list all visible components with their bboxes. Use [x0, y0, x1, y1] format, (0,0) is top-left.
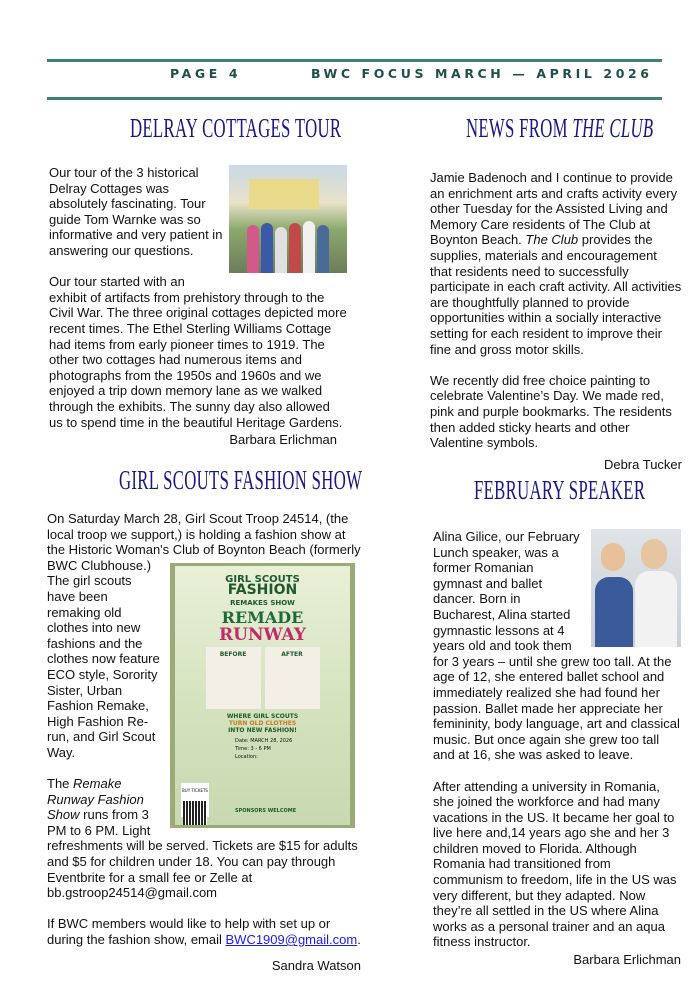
page-number: PAGE 4 [170, 66, 242, 81]
fashion-show-poster: GIRL SCOUTS FASHION REMAKES SHOW REMADE RUNWAY BEFORE AFTER WHERE GIRL SCOUTS TURN OLD CLOTHES INTO NEW FASHION! Date: MARCH 28, 2026 Time: 3 - 6 PM Location: BUY TICKETS SPONSORS WELCOME [170, 563, 355, 828]
email-link[interactable]: BWC1909@gmail.com [225, 932, 358, 948]
header-rule-top [47, 59, 662, 62]
delray-p2: Our tour started with an exhibit of artifacts from prehistory through to the Civil War. The three original cottages depicted more recent times. The Ethel Sterling Williams Cottage had items from early pioneer times to 1919. The other two cottages had numerous items and photographs from the 1950s and 1960s and we enjoyed a trip down memory lane as we walked through the exhibits. The sunny day also allowed us to spend time in the beautiful Heritage Gardens. [49, 274, 347, 430]
group-photo [229, 165, 347, 273]
cottage-building [249, 179, 319, 209]
club-author: Debra Tucker [603, 456, 682, 472]
speaker-article [433, 529, 681, 968]
delray-p1: Our tour of the 3 historical Delray Cottages was absolutely fascinating. Tour guide Tom Warnke was so informative and very patient in answering our questions. [49, 165, 223, 258]
header-rule-bottom [47, 97, 662, 100]
scouts-author: Sandra Watson [271, 957, 361, 973]
scouts-p1: On Saturday March 28, Girl Scout Troop 24514, (the local troop we support,) is holding a fashion show at the Historic Woman's Club of Boynton Beach (formerly BWC Clubhouse.) The girl scouts have been remaking old clothes into new fashions and the clothes now feature ECO style, Sorority Sister, Urban Fashion Remake, High Fashion Re-run, and Girl Scout Way. [47, 511, 361, 760]
club-p2: We recently did free choice painting to celebrate Valentine’s Day. We made red, pink and purple bookmarks. The residents then added sticky hearts and other Valentine symbols. [430, 372, 672, 451]
speaker-p2: After attending a university in Romania, she joined the workforce and had many vacations in the US. It became her goal to live here and,14 years ago she and her 3 children moved to Florida. Although Romania had transitioned from communism to freedom, life in the US was very different, but they adapted. Now they’re all settled in the US where Alina works as a personal trainer and an aqua fitness instructor. [433, 778, 677, 950]
scouts-p3: If BWC members would like to help with set up or during the fashion show, email BWC1909@gmail.com. [47, 916, 361, 948]
club-article [430, 170, 682, 472]
delray-title: DELRAY COTTAGES TOUR [130, 113, 342, 143]
speaker-author: Barbara Erlichman [573, 952, 681, 968]
scouts-title: GIRL SCOUTS FASHION SHOW [119, 465, 363, 495]
club-title: NEWS FROM THE CLUB [466, 113, 654, 143]
scouts-article [47, 511, 363, 973]
club-p1: Jamie Badenoch and I continue to provide an enrichment arts and crafts activity every other Tuesday for the Assisted Living and Memory Care residents of The Club at Boynton Beach. The Club provides the supplies, materials and encouragement that residents need to successfully participate in each craft activity. All activities are thoughtfully planned to provide opportunities within a socially interactive setting for each resident to improve their fine and gross motor skills. [430, 170, 682, 357]
delray-article [49, 165, 347, 448]
speaker-p1: Alina Gilice, our February Lunch speaker, was a former Romanian gymnast and ballet dancer. Born in Bucharest, Alina started gymnastic lessons at 4 years old and took them for 3 years – until she grew too tall. At the age of 12, she entered ballet school and immediately realized she had found her passion. Ballet made her appreciate her femininity, body language, art and classical music. But once again she grew too tall and at 16, she was asked to leave. [433, 529, 680, 763]
delray-author: Barbara Erlichman [229, 432, 337, 448]
scouts-p2: The Remake Runway Fashion Show runs from 3 PM to 6 PM. Light refreshments will be served. Tickets are $15 for adults and $5 for children under 18. You can pay through Eventbrite for a small fee or Zelle at bb.gstroop24514@gmail.com [47, 776, 358, 901]
speaker-photo [591, 529, 681, 647]
qr-code: BUY TICKETS [181, 783, 209, 817]
speaker-title: FEBRUARY SPEAKER [474, 475, 646, 505]
issue-title: BWC FOCUS MARCH — APRIL 2026 [311, 66, 653, 81]
